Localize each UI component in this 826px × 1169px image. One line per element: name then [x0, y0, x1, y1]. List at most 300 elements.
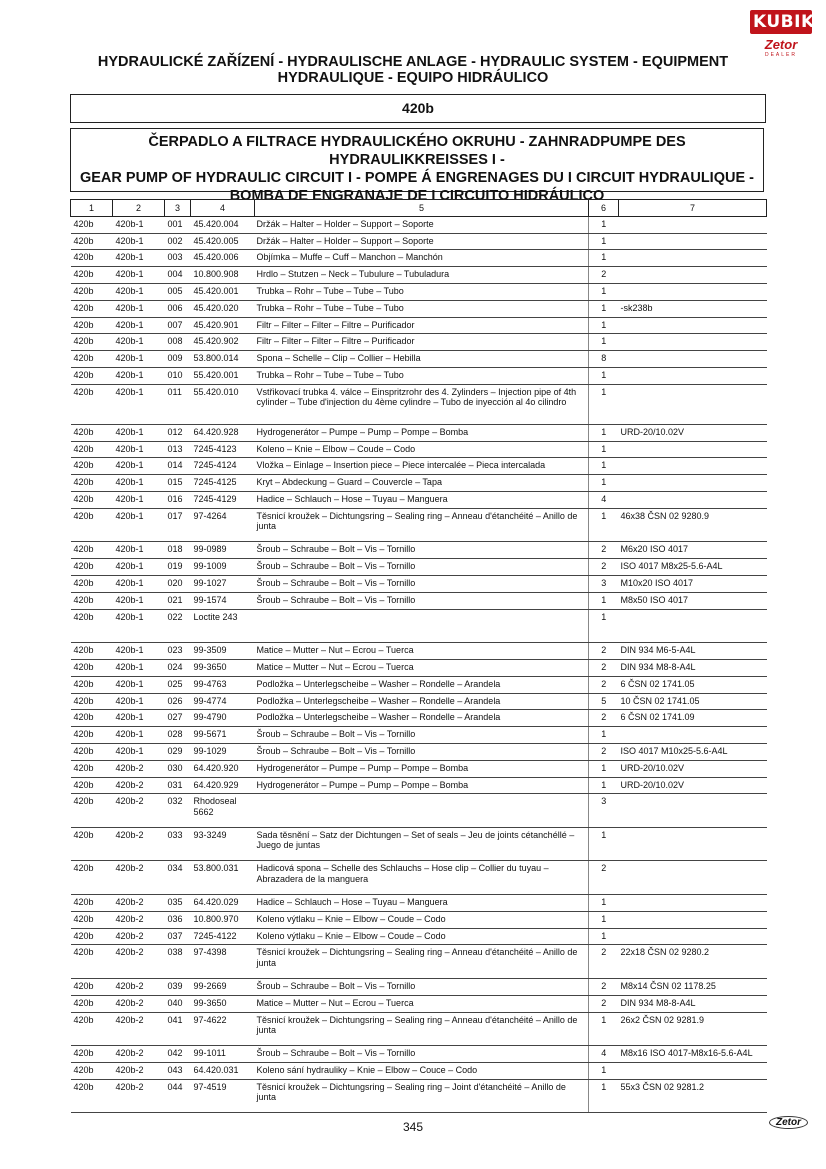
cell-c3: 006 — [165, 300, 191, 317]
cell-c4: 97-4519 — [191, 1079, 255, 1113]
cell-c6: 2 — [589, 643, 619, 660]
cell-c6: 1 — [589, 592, 619, 609]
description-line-1: ČERPADLO A FILTRACE HYDRAULICKÉHO OKRUHU - ZAHNRADPUMPE DES HYDRAULIKKREISSES I - — [148, 134, 686, 168]
cell-c1: 420b — [71, 367, 113, 384]
table-row — [71, 559, 767, 576]
cell-c5: Těsnicí kroužek – Dichtungsring – Sealing ring – Joint d'étanchéité – Anillo de junta — [255, 1079, 589, 1113]
cell-c6: 1 — [589, 928, 619, 945]
cell-c4: 7245-4124 — [191, 458, 255, 475]
cell-c5: Šroub – Schraube – Bolt – Vis – Tornillo — [255, 559, 589, 576]
cell-c5: Koleno výtlaku – Knie – Elbow – Coude – Codo — [255, 911, 589, 928]
cell-c6: 3 — [589, 575, 619, 592]
cell-c7 — [619, 458, 767, 475]
cell-c7 — [619, 384, 767, 424]
cell-c6: 1 — [589, 760, 619, 777]
cell-c5: Těsnicí kroužek – Dichtungsring – Sealing ring – Anneau d'étanchéité – Anillo de junta — [255, 945, 589, 979]
cell-c6: 2 — [589, 559, 619, 576]
table-row — [71, 727, 767, 744]
cell-c7 — [619, 928, 767, 945]
cell-c7: M10x20 ISO 4017 — [619, 575, 767, 592]
cell-c7: M6x20 ISO 4017 — [619, 542, 767, 559]
cell-c4: 99-0989 — [191, 542, 255, 559]
cell-c2: 420b-2 — [113, 1046, 165, 1063]
cell-c4: 45.420.004 — [191, 216, 255, 233]
cell-c4: 64.420.928 — [191, 424, 255, 441]
cell-c2: 420b-1 — [113, 659, 165, 676]
cell-c2: 420b-1 — [113, 317, 165, 334]
cell-c2: 420b-1 — [113, 710, 165, 727]
cell-c4: 99-1029 — [191, 743, 255, 760]
cell-c5: Šroub – Schraube – Bolt – Vis – Tornillo — [255, 743, 589, 760]
cell-c4: 97-4622 — [191, 1012, 255, 1046]
table-row — [71, 1012, 767, 1046]
cell-c3: 041 — [165, 1012, 191, 1046]
cell-c5: Podložka – Unterlegscheibe – Washer – Rondelle – Arandela — [255, 710, 589, 727]
cell-c6: 2 — [589, 861, 619, 895]
cell-c6: 1 — [589, 334, 619, 351]
cell-c1: 420b — [71, 592, 113, 609]
cell-c2: 420b-2 — [113, 911, 165, 928]
cell-c7 — [619, 861, 767, 895]
cell-c6: 2 — [589, 542, 619, 559]
cell-c4: 7245-4129 — [191, 491, 255, 508]
cell-c1: 420b — [71, 351, 113, 368]
cell-c3: 030 — [165, 760, 191, 777]
cell-c3: 002 — [165, 233, 191, 250]
cell-c4: 45.420.902 — [191, 334, 255, 351]
cell-c6: 3 — [589, 794, 619, 828]
cell-c5: Hydrogenerátor – Pumpe – Pump – Pompe – Bomba — [255, 777, 589, 794]
cell-c4: 97-4398 — [191, 945, 255, 979]
table-row — [71, 384, 767, 424]
cell-c7: 26x2 ČSN 02 9281.9 — [619, 1012, 767, 1046]
cell-c6: 2 — [589, 659, 619, 676]
table-row — [71, 233, 767, 250]
section-code: 420b — [70, 94, 766, 123]
cell-c1: 420b — [71, 861, 113, 895]
cell-c7 — [619, 441, 767, 458]
cell-c6: 2 — [589, 743, 619, 760]
cell-c6: 1 — [589, 895, 619, 912]
cell-c1: 420b — [71, 945, 113, 979]
cell-c3: 029 — [165, 743, 191, 760]
cell-c3: 036 — [165, 911, 191, 928]
cell-c7 — [619, 491, 767, 508]
cell-c4: 64.420.929 — [191, 777, 255, 794]
cell-c4: 45.420.001 — [191, 283, 255, 300]
cell-c6: 2 — [589, 945, 619, 979]
cell-c2: 420b-1 — [113, 609, 165, 643]
cell-c1: 420b — [71, 895, 113, 912]
cell-c2: 420b-2 — [113, 945, 165, 979]
cell-c3: 015 — [165, 475, 191, 492]
cell-c6: 4 — [589, 491, 619, 508]
cell-c5: Šroub – Schraube – Bolt – Vis – Tornillo — [255, 979, 589, 996]
cell-c5: Koleno výtlaku – Knie – Elbow – Coude – Codo — [255, 928, 589, 945]
cell-c3: 013 — [165, 441, 191, 458]
cell-c6: 4 — [589, 1046, 619, 1063]
cell-c1: 420b — [71, 777, 113, 794]
cell-c5: Trubka – Rohr – Tube – Tube – Tubo — [255, 283, 589, 300]
cell-c3: 025 — [165, 676, 191, 693]
cell-c4: 53.800.014 — [191, 351, 255, 368]
table-row — [71, 693, 767, 710]
table-row — [71, 334, 767, 351]
cell-c5: Hadicová spona – Schelle des Schlauchs – Hose clip – Collier du tuyau – Abrazadera de la manguera — [255, 861, 589, 895]
table-row — [71, 743, 767, 760]
cell-c2: 420b-1 — [113, 559, 165, 576]
title-line-1: HYDRAULICKÉ ZAŘÍZENÍ - HYDRAULISCHE ANLAGE - HYDRAULIC SYSTEM - EQUIPMENT — [97, 54, 729, 70]
cell-c4: 99-3650 — [191, 995, 255, 1012]
cell-c3: 033 — [165, 827, 191, 861]
cell-c1: 420b — [71, 693, 113, 710]
cell-c4: 64.420.031 — [191, 1063, 255, 1080]
cell-c6: 1 — [589, 1079, 619, 1113]
cell-c5: Šroub – Schraube – Bolt – Vis – Tornillo — [255, 575, 589, 592]
cell-c1: 420b — [71, 995, 113, 1012]
cell-c6: 2 — [589, 979, 619, 996]
cell-c7 — [619, 911, 767, 928]
cell-c3: 024 — [165, 659, 191, 676]
cell-c6: 2 — [589, 676, 619, 693]
cell-c4: 7245-4122 — [191, 928, 255, 945]
cell-c6: 1 — [589, 216, 619, 233]
cell-c5: Matice – Mutter – Nut – Ecrou – Tuerca — [255, 659, 589, 676]
cell-c6: 1 — [589, 1063, 619, 1080]
table-row — [71, 267, 767, 284]
cell-c5: Koleno sání hydrauliky – Knie – Elbow – Couce – Codo — [255, 1063, 589, 1080]
cell-c2: 420b-1 — [113, 743, 165, 760]
table-row — [71, 575, 767, 592]
description-line-3: BOMBA DE ENGRANAJE DE I CIRCUITO HIDRÁULICO — [229, 188, 605, 204]
cell-c7 — [619, 334, 767, 351]
cell-c2: 420b-1 — [113, 693, 165, 710]
table-row — [71, 351, 767, 368]
cell-c3: 021 — [165, 592, 191, 609]
cell-c2: 420b-1 — [113, 575, 165, 592]
cell-c7 — [619, 794, 767, 828]
description-line-2: GEAR PUMP OF HYDRAULIC CIRCUIT I - POMPE Á ENGRENAGES DU I CIRCUIT HYDRAULIQUE - — [79, 170, 754, 186]
cell-c2: 420b-1 — [113, 367, 165, 384]
cell-c2: 420b-1 — [113, 643, 165, 660]
cell-c5: Objímka – Muffe – Cuff – Manchon – Manchón — [255, 250, 589, 267]
table-row — [71, 475, 767, 492]
logo-dealer: DEALER — [764, 52, 797, 58]
table-row — [71, 542, 767, 559]
cell-c5 — [255, 794, 589, 828]
cell-c2: 420b-1 — [113, 424, 165, 441]
cell-c1: 420b — [71, 1046, 113, 1063]
cell-c4: 99-1009 — [191, 559, 255, 576]
table-row — [71, 979, 767, 996]
table-row — [71, 676, 767, 693]
cell-c1: 420b — [71, 575, 113, 592]
cell-c5: Sada těsnění – Satz der Dichtungen – Set of seals – Jeu de joints cétanchéllé – Juego de juntas — [255, 827, 589, 861]
cell-c1: 420b — [71, 233, 113, 250]
parts-table — [70, 199, 767, 1113]
cell-c2: 420b-1 — [113, 351, 165, 368]
cell-c5: Držák – Halter – Holder – Support – Soporte — [255, 216, 589, 233]
cell-c6: 1 — [589, 424, 619, 441]
cell-c3: 017 — [165, 508, 191, 542]
cell-c1: 420b — [71, 1063, 113, 1080]
cell-c1: 420b — [71, 911, 113, 928]
cell-c7: DIN 934 M8-8-A4L — [619, 995, 767, 1012]
cell-c6: 1 — [589, 508, 619, 542]
cell-c6: 1 — [589, 367, 619, 384]
cell-c5: Vstřikovací trubka 4. válce – Einspritzrohr des 4. Zylinders – Injection pipe of 4th cylinder – Tube d'injection du 4ème cylindre – Tubo de inyección al 4o cilindro — [255, 384, 589, 424]
cell-c3: 007 — [165, 317, 191, 334]
cell-c1: 420b — [71, 827, 113, 861]
column-header: 2 — [113, 200, 165, 217]
cell-c5: Těsnicí kroužek – Dichtungsring – Sealing ring – Anneau d'étanchéité – Anillo de junta — [255, 508, 589, 542]
table-row — [71, 441, 767, 458]
cell-c5: Filtr – Filter – Filter – Filtre – Purificador — [255, 334, 589, 351]
cell-c4: 99-1011 — [191, 1046, 255, 1063]
cell-c7: 22x18 ČSN 02 9280.2 — [619, 945, 767, 979]
cell-c3: 005 — [165, 283, 191, 300]
cell-c5: Šroub – Schraube – Bolt – Vis – Tornillo — [255, 727, 589, 744]
cell-c2: 420b-1 — [113, 283, 165, 300]
cell-c4: 45.420.005 — [191, 233, 255, 250]
cell-c5: Šroub – Schraube – Bolt – Vis – Tornillo — [255, 542, 589, 559]
cell-c5: Kryt – Abdeckung – Guard – Couvercle – Tapa — [255, 475, 589, 492]
cell-c6: 1 — [589, 727, 619, 744]
cell-c1: 420b — [71, 424, 113, 441]
cell-c5: Šroub – Schraube – Bolt – Vis – Tornillo — [255, 592, 589, 609]
cell-c6: 1 — [589, 300, 619, 317]
table-row — [71, 592, 767, 609]
cell-c4: 99-2669 — [191, 979, 255, 996]
cell-c5: Hydrogenerátor – Pumpe – Pump – Pompe – Bomba — [255, 760, 589, 777]
table-row — [71, 945, 767, 979]
cell-c1: 420b — [71, 384, 113, 424]
cell-c6: 1 — [589, 317, 619, 334]
cell-c5: Hrdlo – Stutzen – Neck – Tubulure – Tubuladura — [255, 267, 589, 284]
cell-c5: Podložka – Unterlegscheibe – Washer – Rondelle – Arandela — [255, 676, 589, 693]
cell-c1: 420b — [71, 441, 113, 458]
cell-c4: 55.420.010 — [191, 384, 255, 424]
cell-c5: Hydrogenerátor – Pumpe – Pump – Pompe – Bomba — [255, 424, 589, 441]
cell-c7: M8x50 ISO 4017 — [619, 592, 767, 609]
cell-c4: 99-4774 — [191, 693, 255, 710]
cell-c1: 420b — [71, 979, 113, 996]
cell-c1: 420b — [71, 283, 113, 300]
cell-c1: 420b — [71, 334, 113, 351]
cell-c1: 420b — [71, 710, 113, 727]
cell-c6: 1 — [589, 609, 619, 643]
column-header: 6 — [589, 200, 619, 217]
cell-c2: 420b-1 — [113, 676, 165, 693]
cell-c2: 420b-2 — [113, 995, 165, 1012]
cell-c6: 1 — [589, 475, 619, 492]
cell-c7 — [619, 827, 767, 861]
cell-c4: 99-1027 — [191, 575, 255, 592]
column-header: 4 — [191, 200, 255, 217]
cell-c1: 420b — [71, 491, 113, 508]
cell-c1: 420b — [71, 216, 113, 233]
cell-c3: 042 — [165, 1046, 191, 1063]
cell-c2: 420b-2 — [113, 760, 165, 777]
section-description — [70, 128, 764, 204]
table-header-row — [71, 200, 767, 217]
cell-c5: Hadice – Schlauch – Hose – Tuyau – Manguera — [255, 491, 589, 508]
cell-c3: 009 — [165, 351, 191, 368]
table-row — [71, 710, 767, 727]
cell-c1: 420b — [71, 794, 113, 828]
cell-c3: 018 — [165, 542, 191, 559]
cell-c2: 420b-1 — [113, 233, 165, 250]
cell-c2: 420b-1 — [113, 458, 165, 475]
cell-c7: 6 ČSN 02 1741.09 — [619, 710, 767, 727]
cell-c2: 420b-2 — [113, 861, 165, 895]
cell-c1: 420b — [71, 928, 113, 945]
cell-c6: 8 — [589, 351, 619, 368]
cell-c5: Spona – Schelle – Clip – Collier – Hebilla — [255, 351, 589, 368]
cell-c4: 45.420.901 — [191, 317, 255, 334]
cell-c7 — [619, 233, 767, 250]
cell-c7: 46x38 ČSN 02 9280.9 — [619, 508, 767, 542]
cell-c2: 420b-1 — [113, 508, 165, 542]
cell-c7 — [619, 1063, 767, 1080]
cell-c6: 1 — [589, 283, 619, 300]
kubik-zetor-logo — [750, 10, 815, 58]
cell-c4: Loctite 243 — [191, 609, 255, 643]
cell-c4: 10.800.970 — [191, 911, 255, 928]
cell-c7: ISO 4017 M10x25-5.6-A4L — [619, 743, 767, 760]
cell-c2: 420b-2 — [113, 794, 165, 828]
cell-c1: 420b — [71, 743, 113, 760]
cell-c3: 034 — [165, 861, 191, 895]
table-row — [71, 300, 767, 317]
cell-c2: 420b-1 — [113, 384, 165, 424]
table-row — [71, 491, 767, 508]
cell-c7: 10 ČSN 02 1741.05 — [619, 693, 767, 710]
parts-table-wrapper — [70, 199, 766, 1113]
cell-c6: 1 — [589, 384, 619, 424]
cell-c7 — [619, 351, 767, 368]
cell-c1: 420b — [71, 659, 113, 676]
cell-c5: Držák – Halter – Holder – Support – Soporte — [255, 233, 589, 250]
cell-c3: 037 — [165, 928, 191, 945]
cell-c3: 026 — [165, 693, 191, 710]
column-header: 1 — [71, 200, 113, 217]
cell-c1: 420b — [71, 317, 113, 334]
cell-c3: 010 — [165, 367, 191, 384]
cell-c7: M8x16 ISO 4017-M8x16-5.6-A4L — [619, 1046, 767, 1063]
cell-c3: 044 — [165, 1079, 191, 1113]
cell-c2: 420b-1 — [113, 491, 165, 508]
cell-c5: Koleno – Knie – Elbow – Coude – Codo — [255, 441, 589, 458]
cell-c7 — [619, 609, 767, 643]
cell-c2: 420b-1 — [113, 267, 165, 284]
cell-c1: 420b — [71, 542, 113, 559]
footer-zetor-logo: Zetor — [769, 1116, 808, 1129]
cell-c5: Těsnicí kroužek – Dichtungsring – Sealing ring – Anneau d'étanchéité – Anillo de junta — [255, 1012, 589, 1046]
cell-c1: 420b — [71, 1079, 113, 1113]
cell-c3: 028 — [165, 727, 191, 744]
cell-c7 — [619, 283, 767, 300]
cell-c2: 420b-2 — [113, 895, 165, 912]
logo-sub: Zetor — [764, 37, 798, 52]
table-row — [71, 216, 767, 233]
table-row — [71, 760, 767, 777]
cell-c4: 93-3249 — [191, 827, 255, 861]
cell-c3: 003 — [165, 250, 191, 267]
cell-c3: 027 — [165, 710, 191, 727]
table-row — [71, 794, 767, 828]
cell-c7 — [619, 895, 767, 912]
cell-c1: 420b — [71, 475, 113, 492]
cell-c1: 420b — [71, 1012, 113, 1046]
table-row — [71, 895, 767, 912]
table-row — [71, 317, 767, 334]
column-header: 5 — [255, 200, 589, 217]
cell-c3: 001 — [165, 216, 191, 233]
table-body — [71, 216, 767, 1113]
page-number: 345 — [402, 1120, 424, 1134]
table-row — [71, 508, 767, 542]
cell-c5: Hadice – Schlauch – Hose – Tuyau – Manguera — [255, 895, 589, 912]
cell-c3: 038 — [165, 945, 191, 979]
cell-c2: 420b-2 — [113, 1063, 165, 1080]
table-row — [71, 911, 767, 928]
cell-c3: 008 — [165, 334, 191, 351]
cell-c2: 420b-2 — [113, 1079, 165, 1113]
cell-c3: 011 — [165, 384, 191, 424]
cell-c2: 420b-1 — [113, 441, 165, 458]
table-row — [71, 424, 767, 441]
cell-c1: 420b — [71, 300, 113, 317]
cell-c1: 420b — [71, 250, 113, 267]
cell-c5 — [255, 609, 589, 643]
table-row — [71, 827, 767, 861]
cell-c1: 420b — [71, 643, 113, 660]
cell-c1: 420b — [71, 760, 113, 777]
cell-c4: 97-4264 — [191, 508, 255, 542]
cell-c6: 5 — [589, 693, 619, 710]
cell-c6: 1 — [589, 911, 619, 928]
cell-c3: 023 — [165, 643, 191, 660]
cell-c1: 420b — [71, 559, 113, 576]
cell-c7 — [619, 367, 767, 384]
cell-c1: 420b — [71, 267, 113, 284]
cell-c6: 1 — [589, 1012, 619, 1046]
cell-c4: 99-1574 — [191, 592, 255, 609]
cell-c7: ISO 4017 M8x25-5.6-A4L — [619, 559, 767, 576]
cell-c3: 014 — [165, 458, 191, 475]
cell-c3: 040 — [165, 995, 191, 1012]
table-row — [71, 250, 767, 267]
table-row — [71, 1046, 767, 1063]
cell-c6: 1 — [589, 777, 619, 794]
cell-c6: 1 — [589, 458, 619, 475]
column-header: 3 — [165, 200, 191, 217]
cell-c6: 1 — [589, 441, 619, 458]
cell-c3: 031 — [165, 777, 191, 794]
table-row — [71, 367, 767, 384]
page-title — [0, 54, 826, 86]
cell-c1: 420b — [71, 609, 113, 643]
cell-c2: 420b-1 — [113, 475, 165, 492]
logo-brand: KUBIK — [750, 10, 812, 34]
table-row — [71, 609, 767, 643]
cell-c5: Trubka – Rohr – Tube – Tube – Tubo — [255, 367, 589, 384]
cell-c2: 420b-1 — [113, 250, 165, 267]
cell-c3: 004 — [165, 267, 191, 284]
cell-c7 — [619, 727, 767, 744]
table-row — [71, 861, 767, 895]
